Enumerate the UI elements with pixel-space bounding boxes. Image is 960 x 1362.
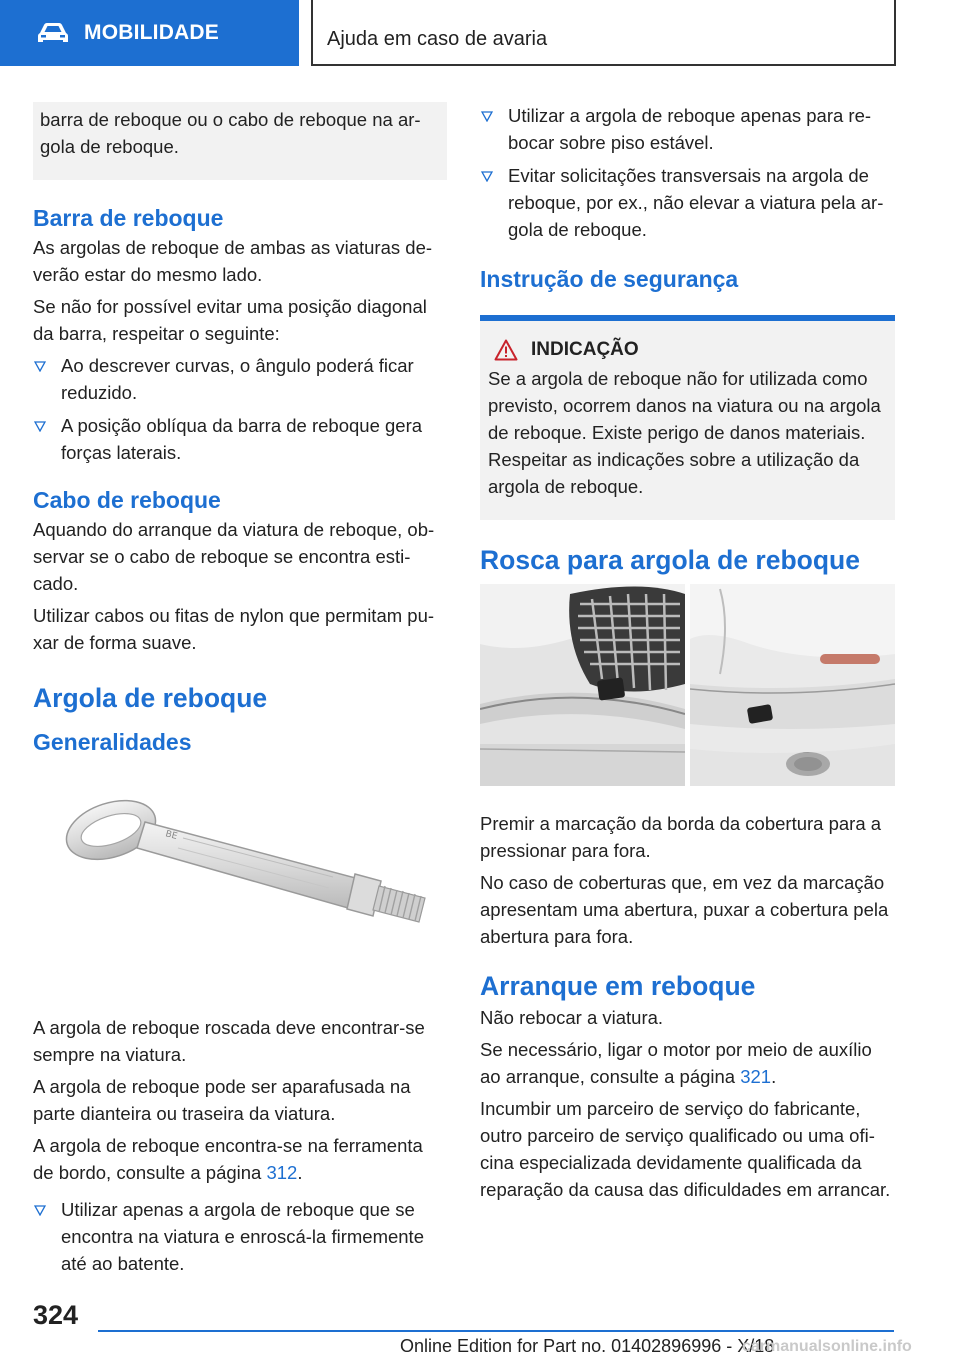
triangle-bullet-icon bbox=[34, 1205, 46, 1216]
argola-list bbox=[33, 1196, 448, 1277]
argola-paragraph-3-text: A argola de reboque encontra-se na ferramenta de bordo, consulte a página bbox=[33, 1135, 423, 1183]
barra-heading: Barra de reboque bbox=[33, 205, 224, 231]
arranque-paragraph-2 bbox=[480, 1036, 895, 1090]
list-item bbox=[480, 162, 895, 243]
argola-paragraph-3-end: . bbox=[297, 1162, 303, 1183]
intro-box bbox=[33, 102, 447, 180]
section-tab-label: MOBILIDADE bbox=[84, 21, 219, 44]
chapter-header bbox=[311, 0, 896, 66]
list-item bbox=[33, 352, 448, 406]
arranque-paragraph-2-text: Se necessário, ligar o motor por meio de auxílio ao arranque, consulte a página bbox=[480, 1039, 872, 1087]
list-item bbox=[480, 102, 895, 156]
list-item-text: A posição oblíqua da barra de reboque gera forças laterais. bbox=[61, 415, 423, 463]
list-item-text: Utilizar apenas a argola de reboque que se encontra na viatura e enroscá-la firmemente até ao batente. bbox=[61, 1199, 424, 1274]
rear-bumper-photo bbox=[690, 584, 895, 786]
triangle-bullet-icon bbox=[481, 111, 493, 122]
argola-heading: Argola de reboque bbox=[33, 683, 268, 713]
svg-text:BE: BE bbox=[164, 829, 179, 842]
list-item bbox=[33, 412, 448, 466]
rosca-paragraph-2: No caso de coberturas que, em vez da marcação apresentam uma abertura, puxar a cobertura pela abertura para fora. bbox=[480, 872, 889, 947]
chapter-title: Ajuda em caso de avaria bbox=[327, 28, 548, 50]
watermark: carmanualsonline.info bbox=[742, 1338, 912, 1355]
arranque-heading: Arranque em reboque bbox=[480, 971, 756, 1001]
note-box bbox=[480, 315, 895, 520]
cabo-paragraph-2: Utilizar cabos ou fitas de nylon que permitam pu-xar de forma suave. bbox=[33, 605, 435, 653]
cabo-paragraph-1: Aquando do arranque da viatura de reboque, ob-servar se o cabo de reboque se encontra esti-cado. bbox=[33, 519, 435, 594]
rosca-heading: Rosca para argola de reboque bbox=[480, 545, 860, 575]
barra-paragraph-1: As argolas de reboque de ambas as viaturas de-verão estar do mesmo lado. bbox=[33, 237, 433, 285]
page-link-312[interactable]: 312 bbox=[266, 1162, 298, 1183]
rosca-paragraph-1: Premir a marcação da borda da cobertura para a pressionar para fora. bbox=[480, 813, 882, 861]
left-column bbox=[33, 102, 448, 1283]
footer-edition: Online Edition for Part no. 01402896996 - X/18 bbox=[400, 1336, 775, 1356]
intro-text: barra de reboque ou o cabo de reboque na ar-gola de reboque. bbox=[40, 109, 421, 157]
note-title: INDICAÇÃO bbox=[531, 339, 639, 360]
safety-heading: Instrução de segurança bbox=[480, 266, 739, 292]
argola-paragraph-2: A argola de reboque pode ser aparafusada na parte dianteira ou traseira da viatura. bbox=[33, 1076, 411, 1124]
triangle-bullet-icon bbox=[34, 361, 46, 372]
argola-paragraph-1: A argola de reboque roscada deve encontrar-se sempre na viatura. bbox=[33, 1017, 425, 1065]
note-text: Se a argola de reboque não for utilizada como previsto, ocorrem danos na viatura ou na argola de reboque. Existe perigo de danos materiais. Respeitar as indicações sobre a utilização da argola de reboque. bbox=[488, 368, 881, 497]
triangle-bullet-icon bbox=[481, 171, 493, 182]
arranque-paragraph-2-end: . bbox=[771, 1066, 777, 1087]
front-bumper-photo bbox=[480, 584, 685, 786]
list-item-text: Ao descrever curvas, o ângulo poderá ficar reduzido. bbox=[61, 355, 414, 403]
footer-rule bbox=[98, 1330, 894, 1332]
list-item bbox=[33, 1196, 448, 1277]
cabo-heading: Cabo de reboque bbox=[33, 487, 221, 513]
arranque-paragraph-1: Não rebocar a viatura. bbox=[480, 1007, 664, 1028]
section-tab[interactable] bbox=[0, 0, 299, 66]
warning-icon bbox=[494, 339, 518, 361]
car-icon bbox=[36, 21, 70, 45]
generalidades-heading: Generalidades bbox=[33, 729, 192, 755]
top-list bbox=[480, 102, 895, 243]
page-link-321[interactable]: 321 bbox=[740, 1066, 772, 1087]
arranque-paragraph-3: Incumbir um parceiro de serviço do fabricante, outro parceiro de serviço qualificado ou uma ofi-cina especializada devidamente qualificada da reparação da causa das dificuldades em arrancar. bbox=[480, 1098, 891, 1200]
barra-paragraph-2: Se não for possível evitar uma posição diagonal da barra, respeitar o seguinte: bbox=[33, 296, 427, 344]
right-column bbox=[480, 102, 895, 1208]
note-header bbox=[488, 339, 887, 361]
argola-paragraph-3 bbox=[33, 1132, 448, 1186]
barra-list bbox=[33, 352, 448, 466]
photo-row bbox=[480, 584, 895, 786]
list-item-text: Utilizar a argola de reboque apenas para re-bocar sobre piso estável. bbox=[508, 105, 872, 153]
triangle-bullet-icon bbox=[34, 421, 46, 432]
tow-eye-image bbox=[33, 782, 448, 992]
page-number: 324 bbox=[33, 1300, 79, 1330]
list-item-text: Evitar solicitações transversais na argola de reboque, por ex., não elevar a viatura pela ar-gola de reboque. bbox=[508, 165, 884, 240]
